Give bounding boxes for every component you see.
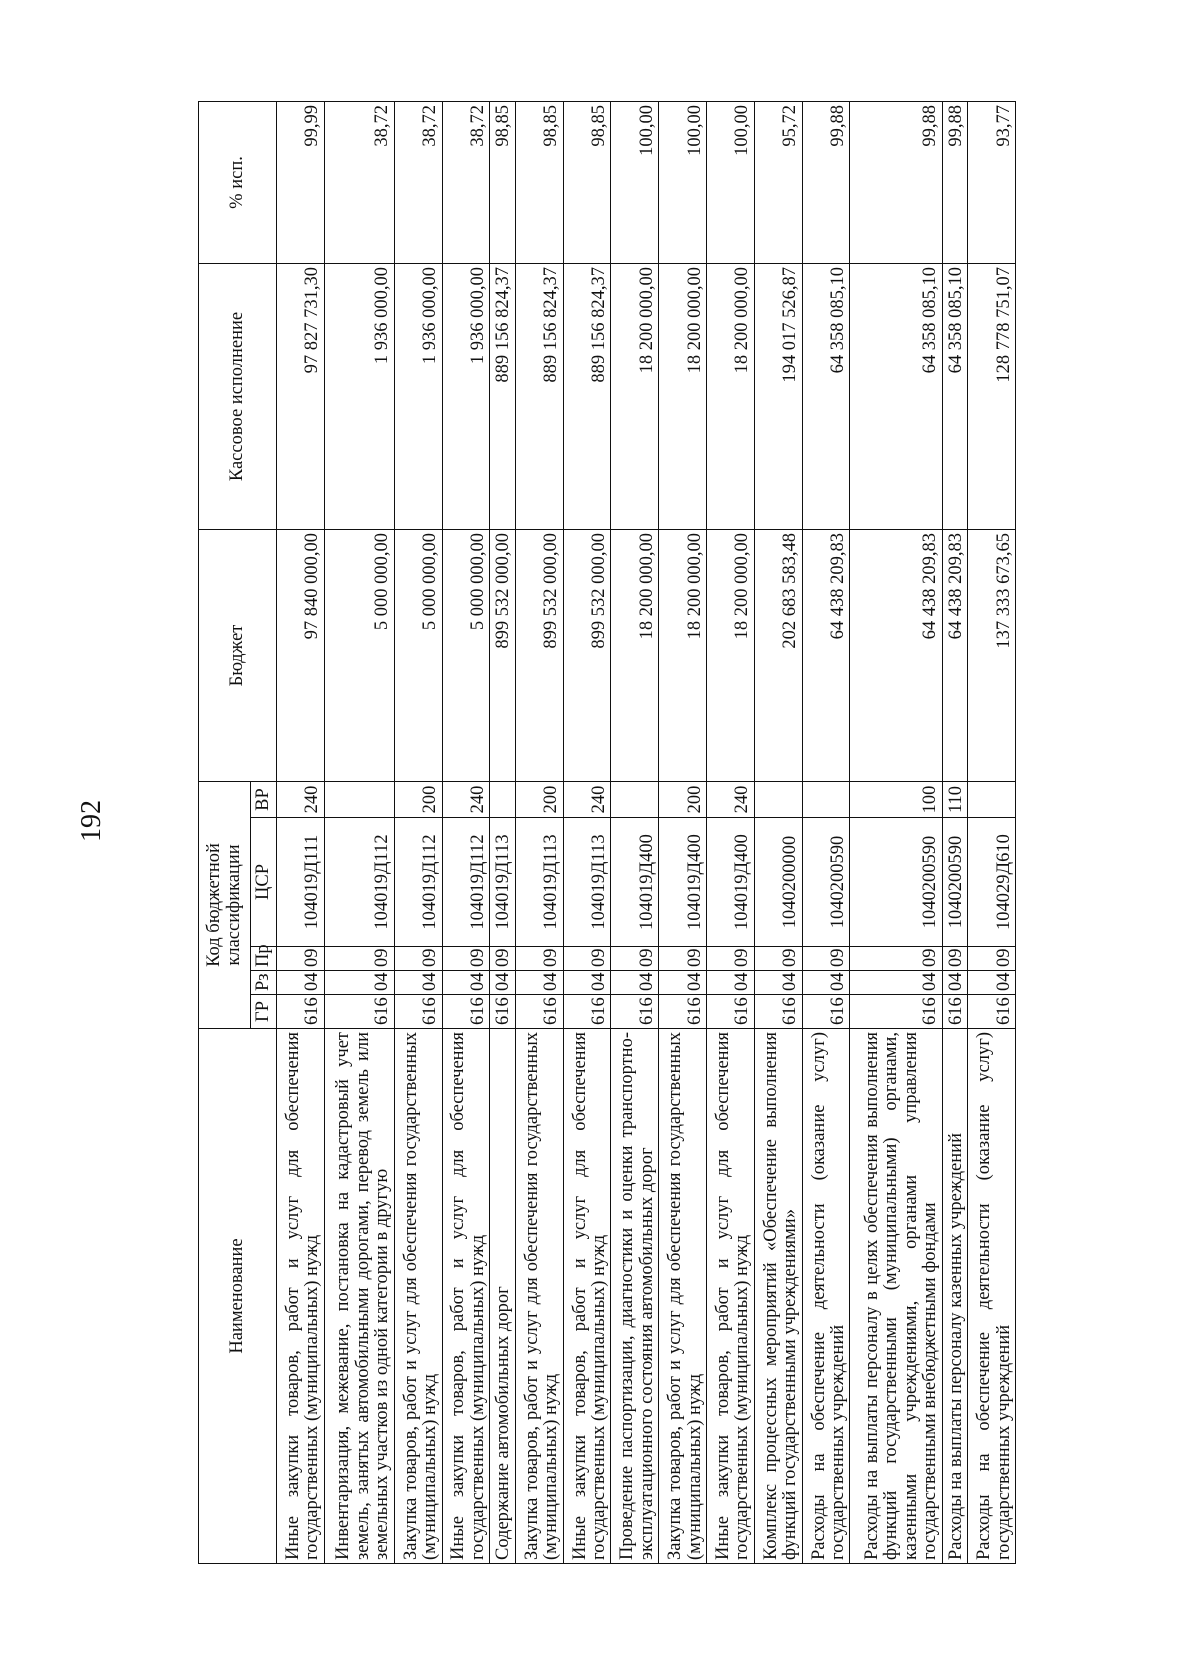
row-vr: 240	[563, 781, 611, 817]
row-budget: 5 000 000,00	[324, 529, 394, 781]
row-cash: 1 936 000,00	[324, 263, 394, 529]
row-percent: 99,88	[942, 101, 968, 263]
row-budget: 18 200 000,00	[659, 529, 707, 781]
row-percent: 99,88	[850, 101, 942, 263]
row-gr: 616	[942, 995, 968, 1029]
row-percent: 93,77	[968, 101, 1016, 263]
row-rz: 04	[942, 971, 968, 995]
table-row	[277, 101, 325, 1563]
row-csr: 1040200000	[754, 818, 802, 947]
row-vr	[968, 781, 1016, 817]
table-row	[611, 101, 659, 1563]
row-cash: 889 156 824,37	[563, 263, 611, 529]
row-pr: 09	[394, 947, 442, 971]
row-name: Комплекс процессных мероприятий «Обеспечение выполнения функций государственными учреждениями»	[754, 1029, 802, 1564]
table-row	[754, 101, 802, 1563]
row-rz: 04	[754, 971, 802, 995]
row-percent: 38,72	[394, 101, 442, 263]
row-pr: 09	[563, 947, 611, 971]
row-csr: 104019Д111	[277, 818, 325, 947]
table-row	[442, 101, 490, 1563]
row-rz: 04	[563, 971, 611, 995]
row-gr: 616	[659, 995, 707, 1029]
row-csr: 104019Д113	[563, 818, 611, 947]
row-percent: 98,85	[490, 101, 516, 263]
row-gr: 616	[850, 995, 942, 1029]
row-budget: 18 200 000,00	[707, 529, 755, 781]
table-row	[707, 101, 755, 1563]
row-csr: 104019Д400	[611, 818, 659, 947]
row-gr: 616	[968, 995, 1016, 1029]
row-vr	[490, 781, 516, 817]
row-pr: 09	[324, 947, 394, 971]
row-name: Расходы на выплаты персоналу в целях обеспечения выполнения функций государственными (муниципальными) органами, казенными учреждениями, органами управления государственными внебюджетными фондами	[850, 1029, 942, 1564]
row-csr: 104019Д113	[490, 818, 516, 947]
row-vr: 110	[942, 781, 968, 817]
row-percent: 100,00	[611, 101, 659, 263]
row-rz: 04	[394, 971, 442, 995]
budget-table	[198, 101, 1016, 1564]
row-gr: 616	[515, 995, 563, 1029]
row-vr: 240	[442, 781, 490, 817]
row-gr: 616	[611, 995, 659, 1029]
row-rz: 04	[611, 971, 659, 995]
row-percent: 95,72	[754, 101, 802, 263]
row-name: Расходы на выплаты персоналу казенных учреждений	[942, 1029, 968, 1564]
row-percent: 38,72	[324, 101, 394, 263]
row-vr	[754, 781, 802, 817]
row-csr: 1040200590	[802, 818, 850, 947]
row-budget: 899 532 000,00	[563, 529, 611, 781]
table-row	[968, 101, 1016, 1563]
row-pr: 09	[490, 947, 516, 971]
row-percent: 98,85	[515, 101, 563, 263]
row-budget: 64 438 209,83	[802, 529, 850, 781]
row-pr: 09	[802, 947, 850, 971]
row-rz: 04	[324, 971, 394, 995]
row-pr: 09	[754, 947, 802, 971]
row-vr: 200	[659, 781, 707, 817]
row-rz: 04	[968, 971, 1016, 995]
row-csr: 104019Д113	[515, 818, 563, 947]
budget-table-container	[198, 102, 1016, 1564]
table-row	[850, 101, 942, 1563]
row-gr: 616	[563, 995, 611, 1029]
row-gr: 616	[490, 995, 516, 1029]
row-csr: 104019Д400	[659, 818, 707, 947]
header-percent: % исп.	[199, 101, 277, 263]
row-pr: 09	[968, 947, 1016, 971]
row-cash: 1 936 000,00	[394, 263, 442, 529]
header-pr: Пр	[251, 947, 277, 971]
row-cash: 889 156 824,37	[490, 263, 516, 529]
row-vr: 100	[850, 781, 942, 817]
row-name: Расходы на обеспечение деятельности (оказание услуг) государственных учреждений	[968, 1029, 1016, 1564]
row-pr: 09	[515, 947, 563, 971]
row-pr: 09	[611, 947, 659, 971]
row-vr	[324, 781, 394, 817]
row-cash: 18 200 000,00	[611, 263, 659, 529]
row-name: Содержание автомобильных дорог	[490, 1029, 516, 1564]
row-pr: 09	[442, 947, 490, 971]
table-row	[659, 101, 707, 1563]
row-rz: 04	[277, 971, 325, 995]
header-csr: ЦСР	[251, 818, 277, 947]
row-csr: 104019Д112	[394, 818, 442, 947]
table-row	[515, 101, 563, 1563]
row-budget: 202 683 583,48	[754, 529, 802, 781]
row-name: Расходы на обеспечение деятельности (оказание услуг) государственных учреждений	[802, 1029, 850, 1564]
row-cash: 889 156 824,37	[515, 263, 563, 529]
row-name: Иные закупки товаров, работ и услуг для обеспечения государственных (муниципальных) нужд	[442, 1029, 490, 1564]
row-budget: 899 532 000,00	[515, 529, 563, 781]
row-gr: 616	[802, 995, 850, 1029]
row-rz: 04	[442, 971, 490, 995]
row-budget: 97 840 000,00	[277, 529, 325, 781]
row-budget: 137 333 673,65	[968, 529, 1016, 781]
row-budget: 5 000 000,00	[442, 529, 490, 781]
row-budget: 5 000 000,00	[394, 529, 442, 781]
header-name: Наименование	[199, 1029, 277, 1564]
row-gr: 616	[442, 995, 490, 1029]
row-pr: 09	[659, 947, 707, 971]
row-percent: 100,00	[707, 101, 755, 263]
row-csr: 104019Д112	[324, 818, 394, 947]
row-rz: 04	[707, 971, 755, 995]
row-vr	[802, 781, 850, 817]
row-pr: 09	[277, 947, 325, 971]
row-gr: 616	[707, 995, 755, 1029]
row-csr: 1040200590	[942, 818, 968, 947]
row-csr: 104029Д610	[968, 818, 1016, 947]
row-vr	[611, 781, 659, 817]
row-csr: 104019Д400	[707, 818, 755, 947]
table-row	[563, 101, 611, 1563]
header-code-group: Код бюджетной классификации	[199, 781, 251, 1028]
row-gr: 616	[324, 995, 394, 1029]
table-row	[490, 101, 516, 1563]
table-row	[942, 101, 968, 1563]
row-rz: 04	[490, 971, 516, 995]
header-rz: Рз	[251, 971, 277, 995]
row-cash: 64 358 085,10	[942, 263, 968, 529]
row-budget: 18 200 000,00	[611, 529, 659, 781]
row-csr: 104019Д112	[442, 818, 490, 947]
table-row	[394, 101, 442, 1563]
row-budget: 899 532 000,00	[490, 529, 516, 781]
row-gr: 616	[394, 995, 442, 1029]
row-cash: 1 936 000,00	[442, 263, 490, 529]
row-name: Иные закупки товаров, работ и услуг для обеспечения государственных (муниципальных) нужд	[707, 1029, 755, 1564]
table-row	[324, 101, 394, 1563]
row-rz: 04	[802, 971, 850, 995]
row-cash: 64 358 085,10	[850, 263, 942, 529]
row-name: Закупка товаров, работ и услуг для обеспечения государственных (муниципальных) нужд	[515, 1029, 563, 1564]
row-rz: 04	[850, 971, 942, 995]
row-csr: 1040200590	[850, 818, 942, 947]
row-name: Иные закупки товаров, работ и услуг для обеспечения государственных (муниципальных) нужд	[277, 1029, 325, 1564]
row-name: Закупка товаров, работ и услуг для обеспечения государственных (муниципальных) нужд	[659, 1029, 707, 1564]
row-name: Иные закупки товаров, работ и услуг для обеспечения государственных (муниципальных) нужд	[563, 1029, 611, 1564]
page-number: 192	[76, 800, 107, 842]
row-budget: 64 438 209,83	[850, 529, 942, 781]
row-cash: 128 778 751,07	[968, 263, 1016, 529]
row-pr: 09	[707, 947, 755, 971]
row-cash: 97 827 731,30	[277, 263, 325, 529]
row-name: Проведение паспортизации, диагностики и оценки транспортно-эксплуатационного состояния автомобильных дорог	[611, 1029, 659, 1564]
row-pr: 09	[942, 947, 968, 971]
row-percent: 98,85	[563, 101, 611, 263]
row-vr: 240	[707, 781, 755, 817]
row-cash: 18 200 000,00	[707, 263, 755, 529]
header-vr: ВР	[251, 781, 277, 817]
row-vr: 200	[515, 781, 563, 817]
row-gr: 616	[754, 995, 802, 1029]
row-name: Инвентаризация, межевание, постановка на кадастровый учет земель, занятых автомобильными дорогами, перевод земель или земельных участков из одной категории в другую	[324, 1029, 394, 1564]
row-percent: 99,88	[802, 101, 850, 263]
row-percent: 99,99	[277, 101, 325, 263]
header-gr: ГР	[251, 995, 277, 1029]
row-cash: 194 017 526,87	[754, 263, 802, 529]
header-budget: Бюджет	[199, 529, 277, 781]
table-row	[802, 101, 850, 1563]
row-rz: 04	[515, 971, 563, 995]
row-name: Закупка товаров, работ и услуг для обеспечения государственных (муниципальных) нужд	[394, 1029, 442, 1564]
row-pr: 09	[850, 947, 942, 971]
row-vr: 200	[394, 781, 442, 817]
row-gr: 616	[277, 995, 325, 1029]
row-vr: 240	[277, 781, 325, 817]
row-cash: 18 200 000,00	[659, 263, 707, 529]
header-cash: Кассовое исполнение	[199, 263, 277, 529]
row-percent: 100,00	[659, 101, 707, 263]
row-budget: 64 438 209,83	[942, 529, 968, 781]
row-percent: 38,72	[442, 101, 490, 263]
row-rz: 04	[659, 971, 707, 995]
row-cash: 64 358 085,10	[802, 263, 850, 529]
